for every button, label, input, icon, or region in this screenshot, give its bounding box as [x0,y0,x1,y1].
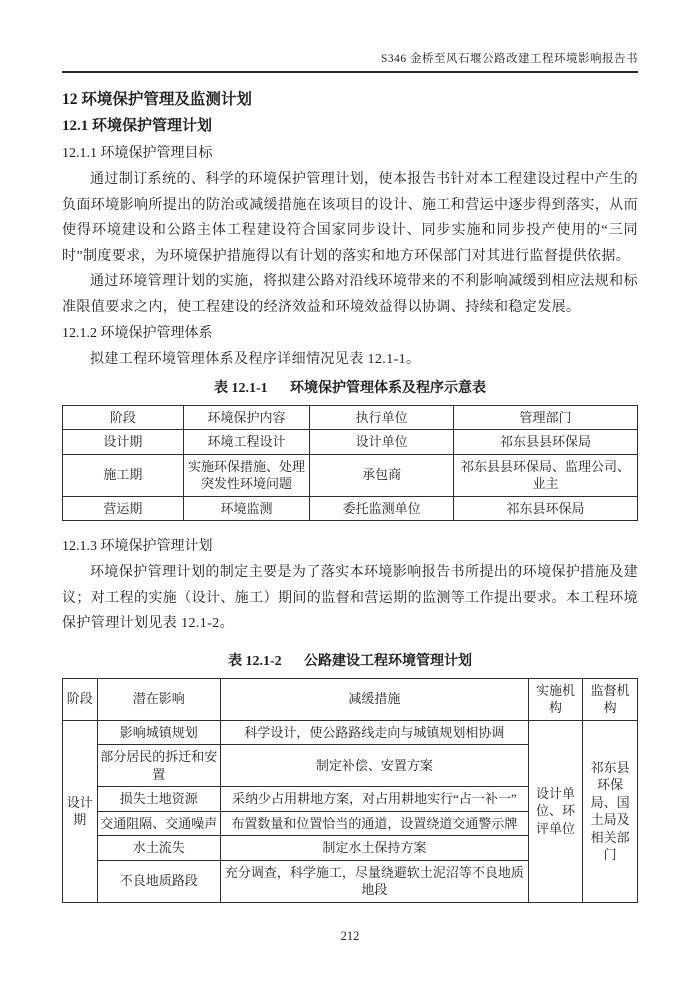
cell-measure: 制定补偿、安置方案 [221,745,529,787]
table1-header-department: 管理部门 [454,405,638,430]
table1-header-stage: 阶段 [63,405,184,430]
cell-implementer: 设计单位、环评单位 [528,720,583,902]
cell-stage: 营运期 [63,496,184,521]
table2-title-label: 表 12.1-2 [227,653,282,669]
table2-row-planning [63,720,638,745]
table2-header-row [63,678,638,720]
paragraph-system-ref: 拟建工程环境管理体系及程序详细情况见表 12.1-1。 [90,352,421,367]
spacer [62,637,638,646]
cell-impact: 不良地质路段 [97,860,221,902]
cell-stage: 施工期 [63,454,184,496]
table2-header-impact: 潜在影响 [97,678,221,720]
cell-impact: 损失土地资源 [97,787,221,812]
table1-header-executor: 执行单位 [310,405,454,430]
running-header: S346 金桥至风石堰公路改建工程环境影响报告书 [380,53,638,65]
table1-title-text: 环境保护管理体系及程序示意表 [290,380,487,396]
heading-12-1-3: 12.1.3 环境保护管理计划 [62,539,213,554]
table1-row-design [63,430,638,455]
cell-executor: 承包商 [310,454,454,496]
table2-title [62,651,638,673]
cell-measure: 科学设计，使公路路线走向与城镇规划相协调 [221,720,529,745]
table2-header-measure: 减缓措施 [221,678,529,720]
table2-header-implementer: 实施机构 [528,678,583,720]
table1-row-construction [63,454,638,496]
table1-row-operation [63,496,638,521]
table2-title-text: 公路建设工程环境管理计划 [304,653,473,669]
cell-measure: 充分调查，科学施工，尽量绕避软土泥沼等不良地质地段 [221,860,529,902]
heading-12-1-1: 12.1.1 环境保护管理目标 [62,146,213,161]
cell-measure: 制定水土保持方案 [221,836,529,861]
cell-impact: 影响城镇规划 [97,720,221,745]
table-management-plan [62,678,638,903]
heading-12-1-2: 12.1.2 环境保护管理体系 [62,326,213,341]
cell-department: 祁东县环保局 [454,496,638,521]
heading-12-1: 12.1 环境保护管理计划 [62,118,213,134]
table1-title-label: 表 12.1-1 [213,380,268,396]
cell-stage: 设计期 [63,430,184,455]
cell-executor: 设计单位 [310,430,454,455]
cell-supervisor: 祁东县环保局、国土局及相关部门 [583,720,638,902]
cell-department: 祁东县县环保局、监理公司、业主 [454,454,638,496]
spacer [62,521,638,533]
cell-measure: 布置数量和位置恰当的通道，设置绕道交通警示牌 [221,811,529,836]
table2-header-stage: 阶段 [63,678,98,720]
heading-12: 12 环境保护管理及监测计划 [62,91,252,108]
cell-impact: 部分居民的拆迁和安置 [97,745,221,787]
cell-content: 环境工程设计 [183,430,310,455]
page-number: 212 [340,928,360,943]
paragraph-goal-2: 通过环境管理计划的实施，将拟建公路对沿线环境带来的不利影响减缓到相应法规和标准限值要求之内，使工程建设的经济效益和环境效益得以协调、持续和稳定发展。 [62,274,638,315]
paragraph-goal-1: 通过制订系统的、科学的环境保护管理计划，使本报告书针对本工程建设过程中产生的负面环境影响所提出的防治或减缓措施在该项目的设计、施工和营运中逐步得到落实，从而使得环境建设和公路主体工程建设符合国家同步设计、同步实施和同步投产使用的“三同时”制度要求，为环境保护措施得以有计划的落实和地方环保部门对其进行监督提供依据。 [62,172,638,264]
cell-impact: 水土流失 [97,836,221,861]
table-management-system [62,405,638,522]
table2-header-supervisor: 监督机构 [583,678,638,720]
page-content [0,86,700,944]
header-rule [62,71,638,73]
cell-measure: 采纳少占用耕地方案，对占用耕地实行“占一补一” [221,787,529,812]
table1-header-content: 环境保护内容 [183,405,310,430]
cell-content: 环境监测 [183,496,310,521]
cell-stage-design-period: 设计期 [63,720,98,902]
table1-header-row [63,405,638,430]
cell-content: 实施环保措施、处理突发性环境问题 [183,454,310,496]
cell-executor: 委托监测单位 [310,496,454,521]
cell-impact: 交通阻隔、交通噪声 [97,811,221,836]
cell-department: 祁东县县环保局 [454,430,638,455]
table1-title [62,378,638,400]
paragraph-plan: 环境保护管理计划的制定主要是为了落实本环境影响报告书所提出的环境保护措施及建议；对工程的实施（设计、施工）期间的监督和营运期的监测等工作提出要求。本工程环境保护管理计划见表 12.1-2。 [62,565,638,631]
